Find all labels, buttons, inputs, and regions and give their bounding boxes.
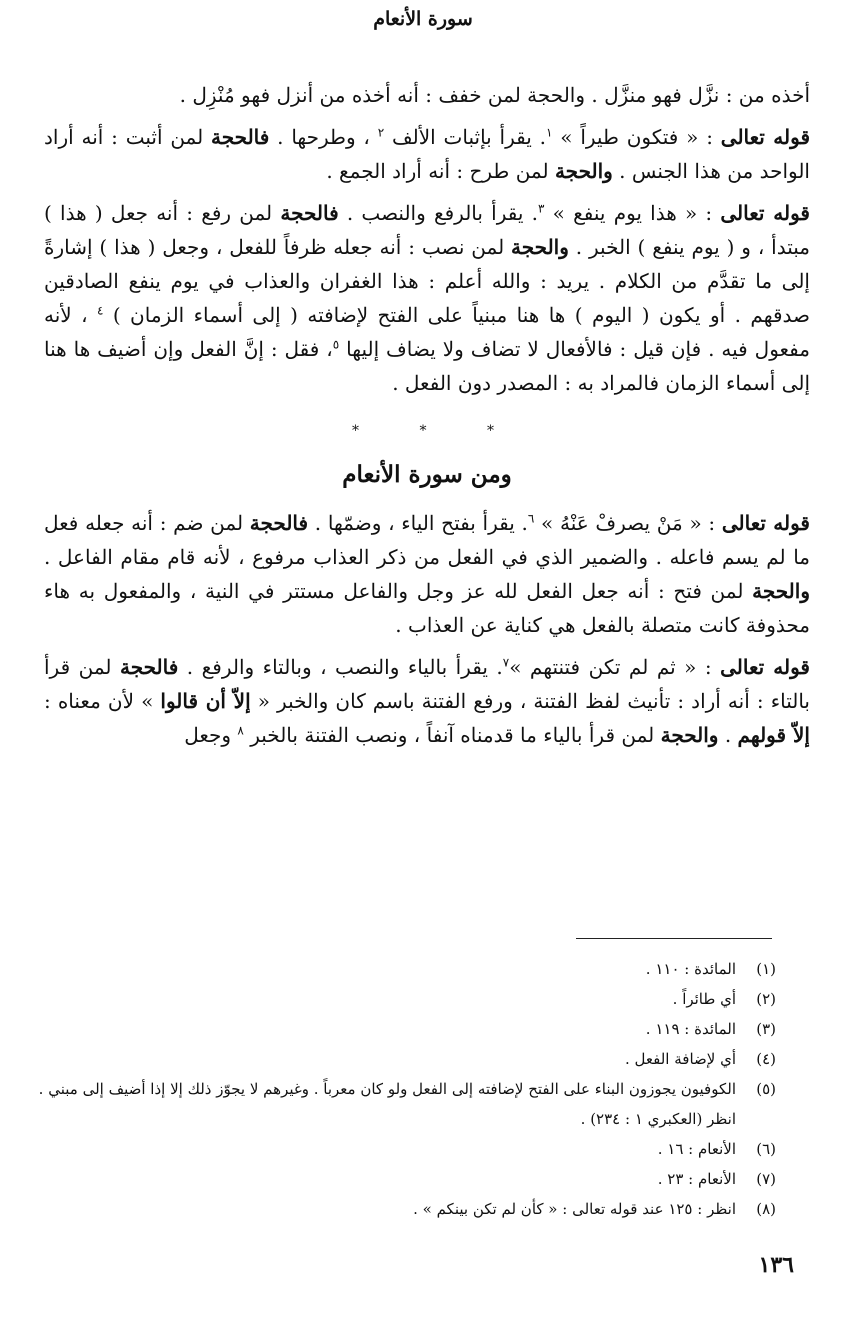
- footnote-text: الكوفيون يجوزون البناء على الفتح لإضافته إلى الفعل ولو كان معرباً . وغيرهم لا يجوّز ذلك إلا إذا أضيف إلى مبني .: [38, 1080, 736, 1098]
- text-run: ، فقل : إنَّ الفعل وإن أضيف ها هنا إلى أسماء الزمان فالمراد به : المصدر دون الفعل .: [44, 337, 810, 395]
- page-number: ١٣٦: [758, 1252, 794, 1278]
- footnote: [34, 954, 776, 984]
- lead-phrase: قوله تعالى: [720, 125, 811, 149]
- footnote-number: (١): [756, 960, 776, 978]
- text-run: ، لأنه مفعول فيه . فإن قيل : فالأفعال لا تضاف ولا يضاف إليها: [44, 303, 811, 361]
- keyword: فالحجة: [280, 201, 339, 225]
- footnote: [34, 1044, 776, 1074]
- footnote-text: أي لإضافة الفعل .: [625, 1050, 736, 1068]
- quoted-phrase: إلاّ قولهم: [737, 723, 810, 747]
- footnote: [34, 1164, 776, 1194]
- keyword: فالحجة: [120, 655, 179, 679]
- running-head: سورة الأنعام: [373, 8, 473, 30]
- keyword: والحجة: [554, 159, 613, 183]
- footnote: [34, 984, 776, 1014]
- footnote-text: المائدة : ١١٩ .: [645, 1020, 736, 1038]
- text-run: لمن قرأ بالتاء : أنه أراد : تأنيث لفظ الفتنة ، ورفع الفتنة باسم كان والخبر «: [44, 655, 810, 713]
- footnote-ref: ٣: [538, 201, 545, 216]
- footnote-ref: ٦: [527, 511, 535, 526]
- footnote-number: (٤): [756, 1050, 776, 1068]
- footnote: [34, 1074, 776, 1134]
- paragraph-4: [44, 506, 810, 642]
- footnote: [34, 1014, 776, 1044]
- footnote-ref: ٧: [502, 655, 510, 670]
- text-run: » لأن معناه :: [44, 689, 161, 713]
- text-run: : « هذا يوم ينفع »: [544, 201, 721, 225]
- section-separator: * * *: [352, 423, 522, 439]
- text-run: لمن ضم : أنه جعله فعل ما لم يسم فاعله . والضمير الذي في الفعل من ذكر العذاب مرفوع ، لأنه قام مقام الفاعل .: [44, 511, 810, 569]
- footnote-number: (٣): [756, 1020, 776, 1038]
- footnote-text-group: [34, 1074, 736, 1134]
- keyword: والحجة: [660, 723, 719, 747]
- footnote-number: (٥): [756, 1080, 776, 1098]
- footnote-ref: ١: [546, 125, 553, 140]
- footnote-ref: ٢: [377, 125, 385, 140]
- paragraph-2: [44, 120, 810, 188]
- footnote-number: (٦): [756, 1140, 776, 1158]
- text-run: : « ثم لم تكن فتنتهم »: [509, 655, 721, 679]
- text-run: : « فتكون طيراً »: [552, 125, 721, 149]
- text-run: لمن رفع : أنه جعل ( هذا ) مبتدأ ، و ( يوم ينفع ) الخبر .: [44, 201, 810, 259]
- text-run: . يقرأ بالياء والنصب ، وبالتاء والرفع .: [178, 655, 503, 679]
- footnote-number: (٧): [756, 1170, 776, 1188]
- footnotes: [34, 954, 776, 1224]
- text-run: لمن طرح : أنه أراد الجمع .: [326, 159, 555, 183]
- paragraph-5: [44, 650, 810, 752]
- quoted-phrase: إلاّ أن قالوا: [160, 689, 251, 713]
- body-text: [44, 78, 810, 760]
- paragraph-3: [44, 196, 810, 400]
- footnote-ref: ٨: [237, 723, 244, 738]
- text-run: : « مَنْ يصرفْ عَنْهُ »: [534, 511, 722, 535]
- keyword: فالحجة: [211, 125, 270, 149]
- text-run: لمن فتح : أنه جعل الفعل لله عز وجل والفاعل مستتر في النية ، والمفعول به هاء محذوفة كانت متصلة بالفعل هي كناية عن العذاب .: [44, 579, 810, 637]
- text-run: ، وطرحها .: [269, 125, 378, 149]
- footnote-text: الأنعام : ١٦ .: [657, 1140, 736, 1158]
- text-run: . يقرأ بفتح الياء ، وضمّها .: [308, 511, 528, 535]
- keyword: والحجة: [752, 579, 810, 603]
- text-run: لمن قرأ بالياء ما قدمناه آنفاً ، ونصب الفتنة بالخبر: [243, 723, 661, 747]
- section-heading: ومن سورة الأنعام: [342, 461, 512, 488]
- lead-phrase: قوله تعالى: [720, 201, 810, 225]
- text-run: . يقرأ بإثبات الألف: [384, 125, 547, 149]
- footnote-text: المائدة : ١١٠ .: [645, 960, 736, 978]
- footnote-ref: ٥: [332, 337, 340, 352]
- lead-phrase: قوله تعالى: [721, 511, 810, 535]
- footnote-divider: [576, 938, 772, 939]
- lead-phrase: قوله تعالى: [720, 655, 810, 679]
- footnote: [34, 1134, 776, 1164]
- footnote-text: أي طائراً .: [672, 990, 736, 1008]
- text-run: وجعل: [184, 723, 238, 747]
- keyword: والحجة: [511, 235, 569, 259]
- paragraph-1: أخذه من : نزَّل فهو منزَّل . والحجة لمن خفف : أنه أخذه من أنزل فهو مُنْزِل .: [179, 83, 810, 107]
- text-run: .: [718, 723, 738, 747]
- text-run: لمن نصب : أنه جعله ظرفاً للفعل ، وجعل ( هذا ) إشارةً إلى ما تقدَّم من الكلام . يريد : والله أعلم : هذا الغفران والعذاب في يوم ينفع الصادقين صدقهم . أو يكون ( اليوم ) ها هنا مبنياً على الفتح لإضافته ( إلى أسماء الزمان ): [44, 235, 810, 327]
- footnote-ref: ٤: [96, 303, 104, 318]
- footnote-text: انظر : ١٢٥ عند قوله تعالى : « كأن لم تكن بينكم » .: [413, 1200, 736, 1218]
- footnote: [34, 1194, 776, 1224]
- keyword: فالحجة: [249, 511, 309, 535]
- footnote-text: انظر (العكبري ١ : ٢٣٤) .: [580, 1110, 736, 1128]
- footnote-text: الأنعام : ٢٣ .: [657, 1170, 736, 1188]
- text-run: . يقرأ بالرفع والنصب .: [338, 201, 539, 225]
- footnote-number: (٨): [756, 1200, 776, 1218]
- text-run: لمن أثبت : أنه أراد الواحد من هذا الجنس .: [44, 125, 810, 183]
- footnote-number: (٢): [756, 990, 776, 1008]
